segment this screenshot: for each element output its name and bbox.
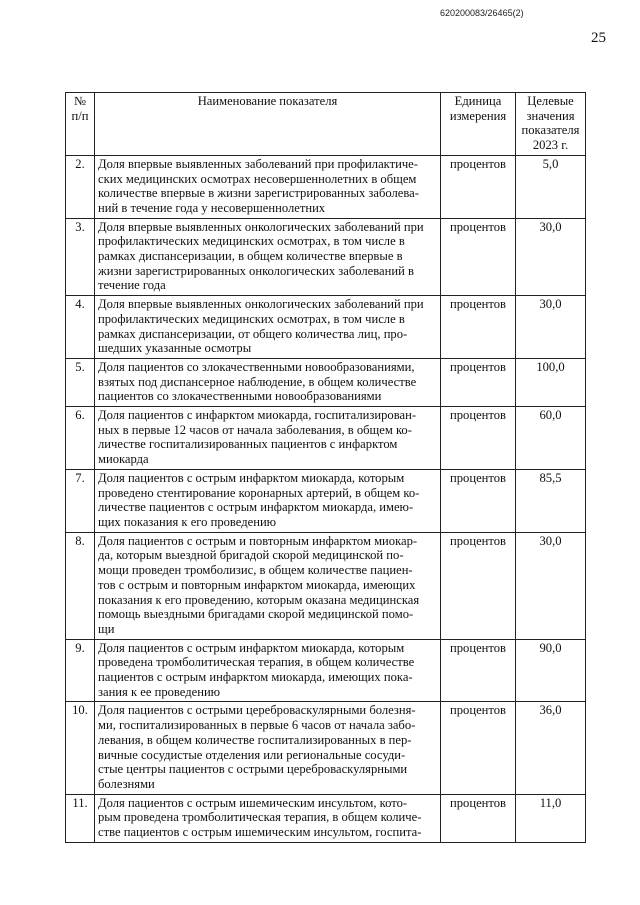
indicator-name <box>95 218 441 296</box>
target-value: 30,0 <box>516 296 586 359</box>
indicator-name-line: щи <box>98 621 115 636</box>
target-value: 11,0 <box>516 794 586 842</box>
row-number: 6. <box>66 407 95 470</box>
unit-of-measure: процентов <box>441 639 516 702</box>
indicator-name-line: Доля пациентов с острым инфарктом миокарда, которым <box>98 640 405 655</box>
indicator-name <box>95 296 441 359</box>
row-number: 11. <box>66 794 95 842</box>
target-value: 30,0 <box>516 218 586 296</box>
indicator-name-line: ми, госпитализированных в первые 6 часов от начала забо- <box>98 718 416 733</box>
document-code: 620200083/26465(2) <box>440 8 524 18</box>
indicator-name-line: жизни зарегистрированных онкологических заболеваний в <box>98 263 414 278</box>
unit-of-measure: процентов <box>441 532 516 639</box>
target-value: 100,0 <box>516 358 586 406</box>
indicator-name-line: Доля впервые выявленных онкологических заболеваний при <box>98 297 424 312</box>
indicator-name-line: личестве пациентов с острым инфарктом миокарда, имею- <box>98 500 414 515</box>
indicator-name-line: личестве госпитализированных пациентов с инфарктом <box>98 437 398 452</box>
indicator-name-line: Доля пациентов со злокачественными новообразованиями, <box>98 359 415 374</box>
indicator-name-line: ных в первые 12 часов от начала заболевания, в общем ко- <box>98 422 412 437</box>
table-body <box>66 155 586 842</box>
indicator-name-line: мощи проведен тромболизис, в общем количестве пациен- <box>98 563 413 578</box>
indicator-name-line: левания, в общем количестве госпитализированных в пер- <box>98 732 412 747</box>
target-value: 90,0 <box>516 639 586 702</box>
table-header-row <box>66 93 586 156</box>
table-row <box>66 155 586 218</box>
target-value: 30,0 <box>516 532 586 639</box>
indicator-name-line: ний в течение года у несовершеннолетних <box>98 200 326 215</box>
header-num <box>66 93 95 156</box>
indicator-name-line: проведено стентирование коронарных артерий, в общем ко- <box>98 485 420 500</box>
unit-of-measure: процентов <box>441 702 516 794</box>
indicator-name <box>95 702 441 794</box>
indicator-name <box>95 358 441 406</box>
indicator-name-line: пациентов с острым инфарктом миокарда, имеющих пока- <box>98 670 413 685</box>
table-row <box>66 794 586 842</box>
indicator-name-line: щих показания к его проведению <box>98 514 277 529</box>
table-row <box>66 407 586 470</box>
table-row <box>66 702 586 794</box>
unit-of-measure: процентов <box>441 155 516 218</box>
header-target <box>516 93 586 156</box>
header-target-line: показателя <box>521 123 580 138</box>
indicator-name-line: Доля пациентов с инфарктом миокарда, госпитализирован- <box>98 408 417 423</box>
indicator-name <box>95 155 441 218</box>
table-row <box>66 639 586 702</box>
indicator-name-line: пациентов со злокачественными новообразованиями <box>98 389 382 404</box>
header-num-line: п/п <box>71 108 89 123</box>
header-target-line: значения <box>526 108 575 123</box>
unit-of-measure: процентов <box>441 358 516 406</box>
indicator-name-line: ских медицинских осмотрах несовершеннолетних в общем <box>98 171 417 186</box>
header-num-line: № <box>73 94 87 108</box>
target-value: 5,0 <box>516 155 586 218</box>
row-number: 3. <box>66 218 95 296</box>
table-row <box>66 218 586 296</box>
indicator-name-line: помощь выездными бригадами скорой медицинской помо- <box>98 607 414 622</box>
indicator-name-line: Доля пациентов с острыми цереброваскулярными болезня- <box>98 703 416 718</box>
row-number: 10. <box>66 702 95 794</box>
unit-of-measure: процентов <box>441 218 516 296</box>
indicator-name-line: течение года <box>98 278 166 293</box>
unit-of-measure: процентов <box>441 407 516 470</box>
indicator-name-line: миокарда <box>98 452 149 467</box>
indicator-name-line: шедших указанные осмотры <box>98 341 252 356</box>
indicator-name-line: Доля впервые выявленных заболеваний при профилактиче- <box>98 156 418 171</box>
target-value: 85,5 <box>516 469 586 532</box>
indicator-name <box>95 469 441 532</box>
indicator-name-line: Доля пациентов с острым и повторным инфарктом миокар- <box>98 533 418 548</box>
header-unit-line: измерения <box>449 108 507 123</box>
indicator-name-line: да, которым выездной бригадой скорой медицинской по- <box>98 548 404 563</box>
table-row <box>66 358 586 406</box>
indicator-name-line: Доля впервые выявленных онкологических заболеваний при <box>98 219 424 234</box>
indicator-name-line: количестве впервые в жизни зарегистрированных заболева- <box>98 186 419 201</box>
indicator-name-line: взятых под диспансерное наблюдение, в общем количестве <box>98 374 417 389</box>
indicator-name-line: рамках диспансеризации, в общем количестве впервые в <box>98 249 403 264</box>
header-unit-line: Единица <box>454 94 502 108</box>
header-unit <box>441 93 516 156</box>
indicator-name-line: вичные сосудистые отделения или региональные сосуди- <box>98 747 406 762</box>
indicator-name-line: рым проведена тромболитическая терапия, в общем количе- <box>98 810 422 825</box>
indicator-name-line: профилактических медицинских осмотрах, в том числе в <box>98 234 405 249</box>
indicator-name-line: стые центры пациентов с острыми цереброваскулярными <box>98 762 408 777</box>
header-target-line: 2023 г. <box>532 138 569 153</box>
indicator-name-line: рамках диспансеризации, от общего количества лиц, про- <box>98 326 408 341</box>
indicator-name <box>95 532 441 639</box>
indicator-name-line: профилактических медицинских осмотрах, в том числе в <box>98 311 405 326</box>
unit-of-measure: процентов <box>441 794 516 842</box>
row-number: 9. <box>66 639 95 702</box>
row-number: 2. <box>66 155 95 218</box>
indicators-table <box>65 92 586 843</box>
table-row <box>66 296 586 359</box>
row-number: 8. <box>66 532 95 639</box>
row-number: 7. <box>66 469 95 532</box>
indicator-name-line: Доля пациентов с острым инфарктом миокарда, которым <box>98 470 405 485</box>
header-target-line: Целевые <box>527 94 574 108</box>
indicator-name-line: зания к ее проведению <box>98 684 221 699</box>
indicator-name <box>95 407 441 470</box>
table-row <box>66 469 586 532</box>
page-number: 25 <box>591 30 606 46</box>
unit-of-measure: процентов <box>441 469 516 532</box>
indicator-name-line: болезнями <box>98 776 155 791</box>
target-value: 60,0 <box>516 407 586 470</box>
indicator-name-line: Доля пациентов с острым ишемическим инсультом, кото- <box>98 795 408 810</box>
indicator-name-line: показания к его проведению, которым оказана медицинская <box>98 592 420 607</box>
table-row <box>66 532 586 639</box>
indicator-name-line: проведена тромболитическая терапия, в общем количестве <box>98 655 415 670</box>
header-name <box>95 93 441 156</box>
header-name-text: Наименование показателя <box>197 94 338 108</box>
indicator-name <box>95 794 441 842</box>
indicator-name-line: стве пациентов с острым ишемическим инсультом, госпита- <box>98 825 422 840</box>
target-value: 36,0 <box>516 702 586 794</box>
indicator-name <box>95 639 441 702</box>
unit-of-measure: процентов <box>441 296 516 359</box>
row-number: 5. <box>66 358 95 406</box>
indicator-name-line: тов с острым и повторным инфарктом миокарда, имеющих <box>98 577 416 592</box>
row-number: 4. <box>66 296 95 359</box>
